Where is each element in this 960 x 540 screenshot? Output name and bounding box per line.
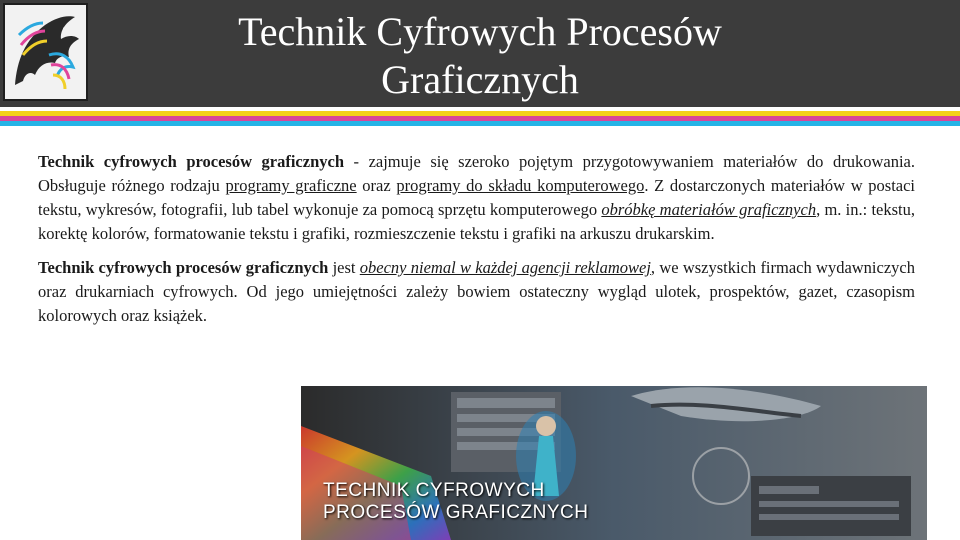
page-title [160,8,800,104]
link-agencja-reklamowa[interactable]: obecny niemal w każdej agencji reklamowej [359,258,651,277]
title-line-1: Technik Cyfrowych Procesów [238,9,722,54]
p2-text-1: jest [328,258,360,277]
promo-banner-image [301,386,927,540]
header-bar [0,0,960,107]
link-programy-skladu[interactable]: programy do składu komputerowego [396,176,645,195]
p2-bold-term: Technik cyfrowych procesów graficznych [38,258,329,277]
school-emblem-logo [3,3,88,101]
paragraph-2 [38,256,915,328]
p1-text-4: , m. in.: tekstu, korektę kolorów, formatowanie tekstu i grafiki, rozmieszczenie tekstu i grafiki na arkuszu drukarskim. [38,200,916,243]
paragraph-1 [38,150,915,246]
banner-caption-line-1: TECHNIK CYFROWYCH [323,480,545,501]
title-line-2: Graficznych [381,57,579,102]
p1-text-3: . Z dostarczonych materiałów w postaci tekstu, wykresów, fotografii, lub tabel wykonuje za pomocą sprzętu komputerowego [38,176,916,219]
p1-bold-term: Technik cyfrowych procesów graficznych [38,152,345,171]
banner-caption-line-2: PROCESÓW GRAFICZNYCH [323,502,589,523]
content-body [38,150,915,328]
link-programy-graficzne[interactable]: programy graficzne [225,176,357,195]
stripe-cyan [0,121,960,126]
p2-text-2: , we wszystkich firmach wydawniczych oraz drukarniach cyfrowych. Od jego umiejętności zależy bowiem ostateczny wygląd ulotek, prospektów, gazet, czasopism kolorowych oraz książek. [38,258,915,325]
p1-text-1: - zajmuje się szeroko pojętym przygotowywaniem materiałów do drukowania. Obsługuje różnego rodzaju [38,152,915,195]
link-obrobka-materialow[interactable]: obróbkę materiałów graficznych [601,200,817,219]
banner-caption [323,480,588,524]
p1-text-2: oraz [356,176,397,195]
emblem-graphic [5,5,86,99]
